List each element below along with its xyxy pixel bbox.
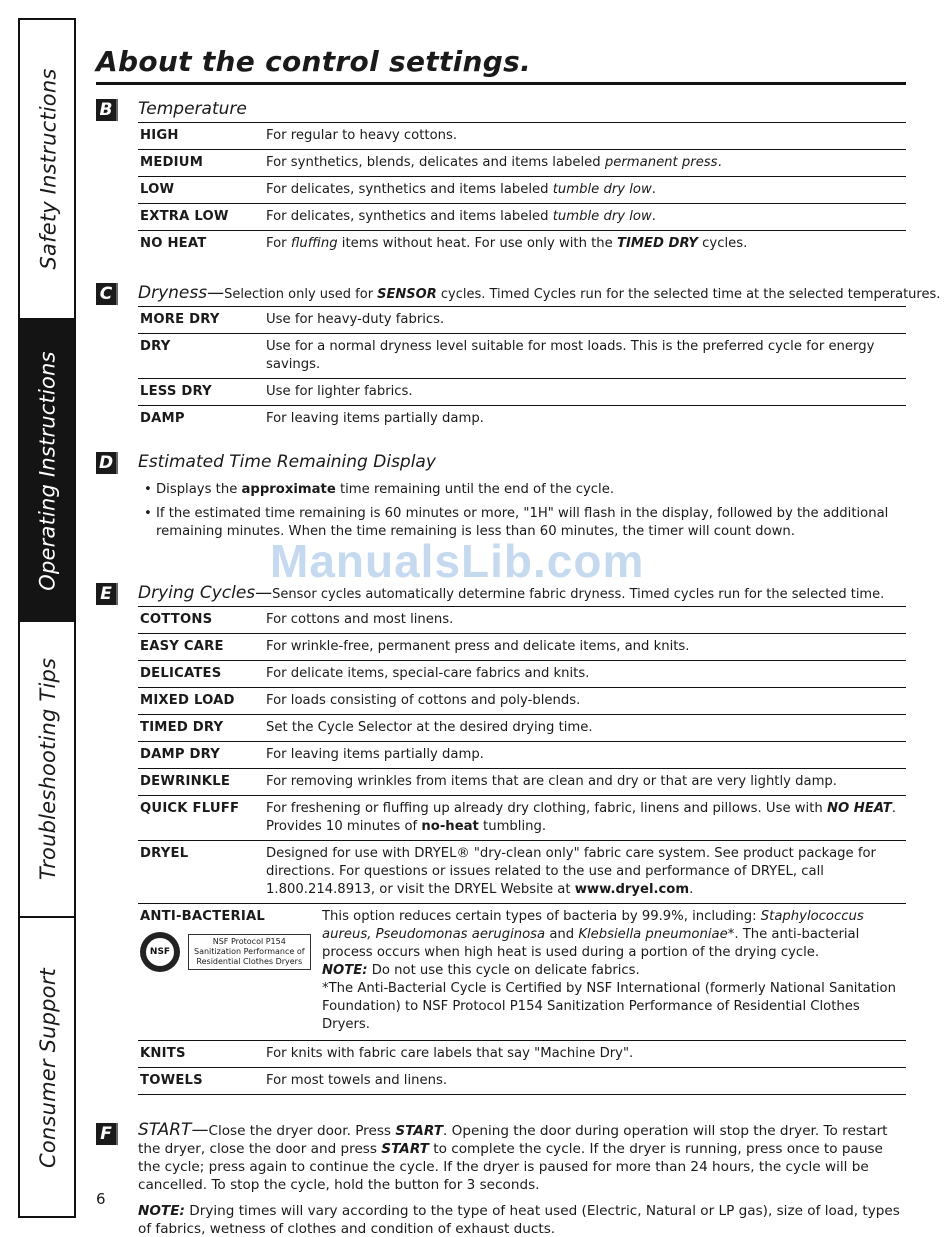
section-badge-d: D — [96, 452, 118, 474]
tab-operating-instructions[interactable]: Operating Instructions — [20, 320, 76, 622]
table-row: MEDIUM For synthetics, blends, delicates and items labeled permanent press. — [138, 149, 906, 176]
section-badge-c: C — [96, 283, 118, 305]
page-number: 6 — [96, 1190, 106, 1208]
watermark: ManualsLib.com — [270, 535, 645, 587]
table-row: NO HEAT For fluffing items without heat. For use only with the TIMED DRY cycles. — [138, 230, 906, 257]
table-row: DRY Use for a normal dryness level suitable for most loads. This is the preferred cycle for energy savings. — [138, 333, 906, 378]
temperature-heading: Temperature — [138, 99, 247, 119]
table-row: EXTRA LOW For delicates, synthetics and items labeled tumble dry low. — [138, 203, 906, 230]
estimated-time-heading: Estimated Time Remaining Display — [138, 452, 436, 472]
anti-bacterial-label: ANTI-BACTERIAL — [140, 909, 266, 924]
table-row: LESS DRY Use for lighter fabrics. — [138, 378, 906, 405]
table-row: DAMP For leaving items partially damp. — [138, 405, 906, 432]
dryness-heading: Dryness—Selection only used for SENSOR cycles. Timed Cycles run for the selected time at the selected temperatures. — [138, 283, 941, 303]
title-divider — [96, 82, 906, 85]
table-row: TIMED DRY Set the Cycle Selector at the desired drying time. — [138, 714, 906, 741]
tab-consumer-support[interactable]: Consumer Support — [36, 968, 61, 1168]
table-row: KNITS For knits with fabric care labels that say "Machine Dry". — [138, 1040, 906, 1067]
tab-safety-instructions[interactable]: Safety Instructions — [20, 20, 76, 320]
start-description: START—Close the dryer door. Press START. Opening the door during operation will stop the dryer. To restart the dryer, close the door and press START to complete the cycle. If the dryer is running, press once to pause the cycle; press again to continue the cycle. If the dryer is paused for more than 24 hours, the cycle will be cancelled. To stop the cycle, hold the button for 3 seconds. — [138, 1120, 888, 1193]
table-row: TOWELS For most towels and linens. — [138, 1067, 906, 1095]
table-row: HIGH For regular to heavy cottons. — [138, 122, 906, 149]
temperature-section — [96, 97, 906, 257]
table-row: QUICK FLUFF For freshening or fluffing up already dry clothing, fabric, linens and pillows. Use with NO HEAT. Provides 10 minutes of no-heat tumbling. — [138, 795, 906, 840]
table-row: MORE DRY Use for heavy-duty fabrics. — [138, 306, 906, 333]
tab-troubleshooting-tips[interactable]: Troubleshooting Tips — [20, 622, 76, 918]
section-badge-f: F — [96, 1123, 118, 1145]
list-item: • If the estimated time remaining is 60 minutes or more, "1H" will flash in the display, followed by the additional remaining minutes. When the time remaining is less than 60 minutes, the timer will count down. — [144, 505, 906, 541]
list-item: • Displays the approximate time remaining until the end of the cycle. — [144, 481, 906, 499]
drying-cycles-section — [96, 581, 906, 1095]
table-row: DAMP DRY For leaving items partially damp. — [138, 741, 906, 768]
page-title: About the control settings. — [96, 45, 532, 78]
anti-bacterial-note: NOTE: Do not use this cycle on delicate fabrics. — [322, 963, 640, 978]
side-navigation — [18, 18, 76, 1218]
estimated-time-list — [138, 481, 906, 541]
table-row-anti-bacterial — [138, 903, 906, 1040]
nsf-protocol-box: NSF Protocol P154 Sanitization Performance of Residential Clothes Dryers — [188, 934, 311, 970]
nsf-logo-icon: NSF — [140, 932, 180, 972]
anti-bacterial-footnote: *The Anti-Bacterial Cycle is Certified by NSF International (formerly National Sanitation Foundation) to NSF Protocol P154 Sanitization Performance of Residential Clothes Dryers. — [322, 981, 896, 1032]
drying-cycles-heading: Drying Cycles—Sensor cycles automatically determine fabric dryness. Timed cycles run for the selected time. — [138, 583, 885, 603]
table-row: DEWRINKLE For removing wrinkles from items that are clean and dry or that are very lightly damp. — [138, 768, 906, 795]
main-content — [96, 44, 941, 1237]
dryness-section — [96, 281, 941, 432]
table-row: DRYEL Designed for use with DRYEL® "dry-clean only" fabric care system. See product package for directions. For questions or issues related to the use and performance of DRYEL, call 1.800.214.8913, or visit the DRYEL Website at www.dryel.com. — [138, 840, 906, 903]
table-row: EASY CARE For wrinkle-free, permanent press and delicate items, and knits. — [138, 633, 906, 660]
section-badge-b: B — [96, 99, 118, 121]
nsf-certification — [140, 932, 322, 972]
table-row: DELICATES For delicate items, special-care fabrics and knits. — [138, 660, 906, 687]
table-row: LOW For delicates, synthetics and items labeled tumble dry low. — [138, 176, 906, 203]
table-row: MIXED LOAD For loads consisting of cottons and poly-blends. — [138, 687, 906, 714]
anti-bacterial-description: This option reduces certain types of bacteria by 99.9%, including: Staphylococcus aureus, Pseudomonas aeruginosa and Klebsiella pneumoniae*. The anti-bacterial process occurs when high heat is used during a portion of the drying cycle. NOTE: Do not use this cycle on delicate fabrics. *The Anti-Bacterial Cycle is Certified by NSF International (formerly National Sanitation Foundation) to NSF Protocol P154 Sanitization Performance of Residential Clothes Dryers. — [322, 908, 906, 1034]
section-badge-e: E — [96, 583, 118, 605]
side-divider — [74, 18, 76, 1218]
estimated-time-section — [96, 450, 906, 541]
drying-times-note: NOTE: Drying times will vary according to the type of heat used (Electric, Natural or LP gas), size of load, types of fabrics, wetness of clothes and condition of exhaust ducts. — [138, 1203, 900, 1237]
start-section — [96, 1121, 906, 1237]
table-row: COTTONS For cottons and most linens. — [138, 606, 906, 633]
